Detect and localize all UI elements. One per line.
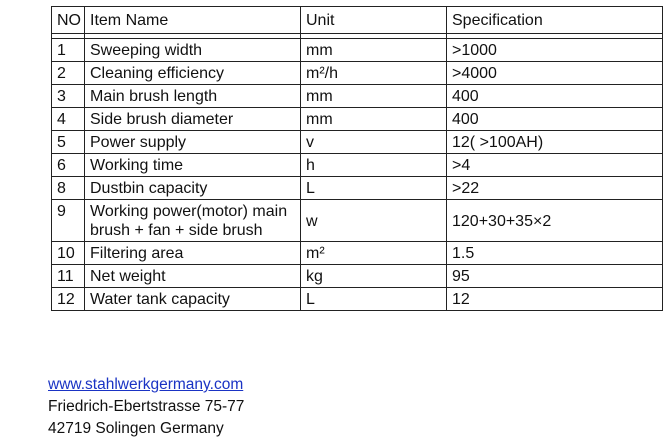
cell-no: 11 <box>52 265 85 288</box>
header-specification: Specification <box>447 7 663 34</box>
cell-no: 8 <box>52 177 85 200</box>
cell-unit: v <box>301 131 447 154</box>
table-row <box>52 39 663 62</box>
cell-specification: >22 <box>447 177 663 200</box>
cell-no: 9 <box>52 200 85 242</box>
contact-footer <box>48 374 244 440</box>
cell-specification: 400 <box>447 108 663 131</box>
cell-specification: 120+30+35×2 <box>447 200 663 242</box>
cell-item-name: Filtering area <box>85 242 301 265</box>
table-row <box>52 288 663 311</box>
cell-item-name: Water tank capacity <box>85 288 301 311</box>
cell-unit: m²/h <box>301 62 447 85</box>
table-row <box>52 108 663 131</box>
cell-item-name: Side brush diameter <box>85 108 301 131</box>
cell-no: 3 <box>52 85 85 108</box>
cell-specification: >4 <box>447 154 663 177</box>
cell-unit: m² <box>301 242 447 265</box>
cell-no: 1 <box>52 39 85 62</box>
table-row <box>52 62 663 85</box>
cell-specification: >1000 <box>447 39 663 62</box>
cell-unit: kg <box>301 265 447 288</box>
cell-no: 10 <box>52 242 85 265</box>
header-item-name: Item Name <box>85 7 301 34</box>
cell-specification: 12( >100AH) <box>447 131 663 154</box>
website-link[interactable]: www.stahlwerkgermany.com <box>48 376 244 393</box>
cell-specification: 95 <box>447 265 663 288</box>
header-no: NO <box>52 7 85 34</box>
table-row <box>52 131 663 154</box>
address-street: Friedrich-Ebertstrasse 75-77 <box>48 398 245 415</box>
cell-no: 12 <box>52 288 85 311</box>
cell-item-name: Working time <box>85 154 301 177</box>
cell-specification: 400 <box>447 85 663 108</box>
cell-specification: 1.5 <box>447 242 663 265</box>
cell-no: 2 <box>52 62 85 85</box>
cell-unit: mm <box>301 108 447 131</box>
cell-unit: mm <box>301 39 447 62</box>
header-unit: Unit <box>301 7 447 34</box>
cell-no: 6 <box>52 154 85 177</box>
cell-item-name: Main brush length <box>85 85 301 108</box>
specification-table <box>51 6 663 311</box>
cell-unit: h <box>301 154 447 177</box>
cell-specification: 12 <box>447 288 663 311</box>
cell-no: 5 <box>52 131 85 154</box>
cell-specification: >4000 <box>447 62 663 85</box>
table-header <box>52 7 663 39</box>
table-body <box>52 39 663 311</box>
table-row <box>52 177 663 200</box>
table-row <box>52 85 663 108</box>
cell-no: 4 <box>52 108 85 131</box>
cell-item-name: Cleaning efficiency <box>85 62 301 85</box>
table-row <box>52 265 663 288</box>
cell-unit: L <box>301 177 447 200</box>
table-row <box>52 242 663 265</box>
header-row <box>52 7 663 34</box>
cell-item-name: Power supply <box>85 131 301 154</box>
cell-item-name: Working power(motor) main brush + fan + side brush <box>85 200 301 242</box>
cell-item-name: Net weight <box>85 265 301 288</box>
cell-item-name: Sweeping width <box>85 39 301 62</box>
address-city: 42719 Solingen Germany <box>48 420 224 437</box>
cell-unit: L <box>301 288 447 311</box>
table-row <box>52 154 663 177</box>
cell-unit: w <box>301 200 447 242</box>
table-row <box>52 200 663 242</box>
cell-unit: mm <box>301 85 447 108</box>
cell-item-name: Dustbin capacity <box>85 177 301 200</box>
